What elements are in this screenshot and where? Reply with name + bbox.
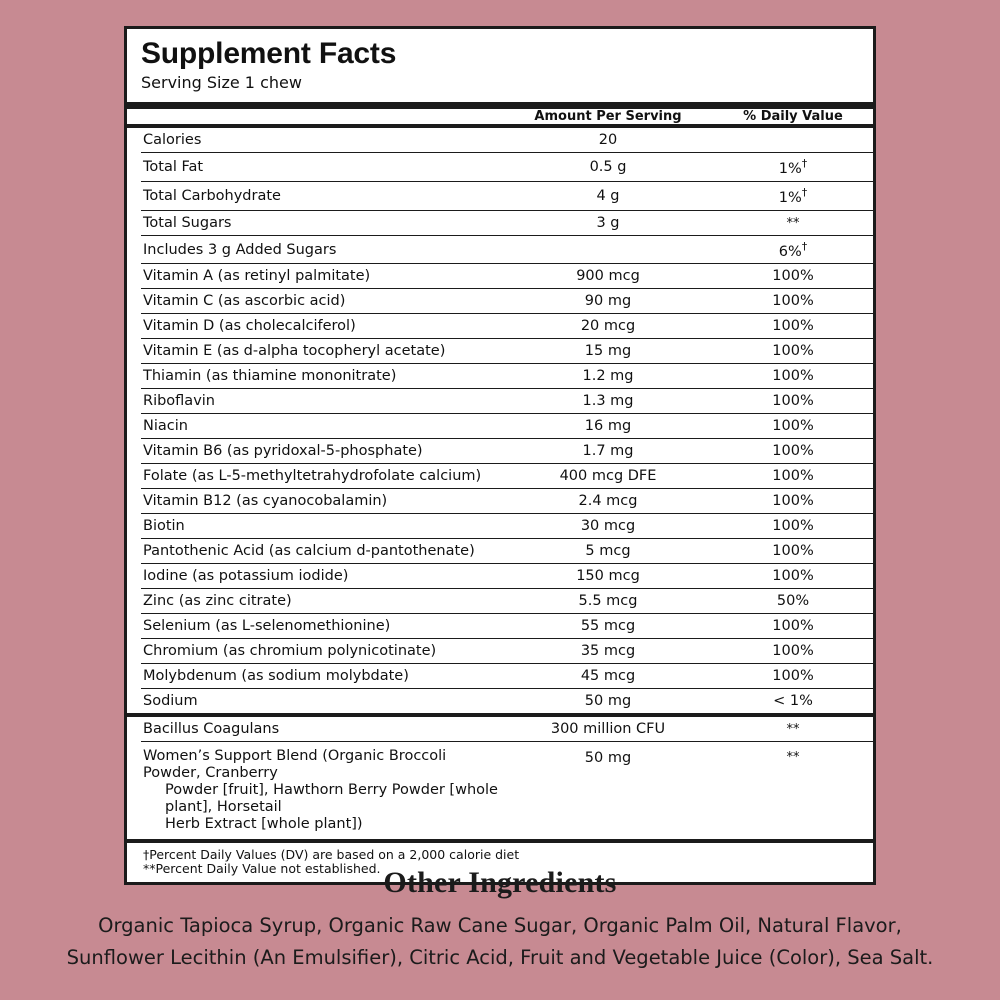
table-row: [127, 614, 873, 638]
table-header-row: [127, 109, 873, 124]
nutrient-name: Total Fat: [143, 158, 204, 175]
table-row: [127, 489, 873, 513]
table-row: [127, 364, 873, 388]
table-row: [127, 153, 873, 181]
nutrient-amount: 5 mcg: [585, 543, 631, 560]
nutrient-daily-value: [713, 236, 873, 264]
daily-value-text: 100%: [772, 393, 814, 410]
daily-value-text: 100%: [772, 368, 814, 385]
daily-value-text: 100%: [772, 618, 814, 635]
nutrient-daily-value: [713, 614, 873, 638]
nutrient-daily-value: [713, 464, 873, 488]
nutrient-name: Iodine (as potassium iodide): [143, 568, 349, 585]
nutrient-name: Thiamin (as thiamine mononitrate): [143, 368, 397, 385]
daily-value-text: 1%: [778, 189, 802, 206]
daily-value-footnote-mark: †: [801, 157, 808, 170]
nutrient-name: Calories: [143, 132, 202, 148]
blend-table-body: [127, 717, 873, 839]
nutrient-daily-value: [713, 514, 873, 538]
blend-line-2: Powder [fruit], Hawthorn Berry Powder [whole plant], Horsetail: [165, 782, 498, 816]
nutrient-name: Sodium: [143, 693, 198, 710]
nutrient-daily-value: [713, 264, 873, 288]
nutrient-name: Chromium (as chromium polynicotinate): [143, 643, 437, 660]
footnote-not-established: **Percent Daily Value not established.: [143, 861, 381, 877]
nutrient-amount: 2.4 mcg: [578, 493, 638, 510]
other-ingredients-line-1: Organic Tapioca Syrup, Organic Raw Cane Sugar, Organic Palm Oil, Natural Flavor,: [98, 914, 902, 937]
blend-amount: 300 million CFU: [550, 721, 666, 738]
nutrient-daily-value: [713, 128, 873, 152]
nutrient-name: Niacin: [143, 418, 188, 435]
daily-value-text: 100%: [772, 418, 814, 435]
nutrient-amount: 900 mcg: [576, 268, 640, 285]
nutrient-name: Molybdenum (as sodium molybdate): [143, 668, 409, 685]
nutrient-name: Includes 3 g Added Sugars: [143, 241, 337, 258]
blend-table: [127, 717, 873, 839]
nutrient-daily-value: [713, 564, 873, 588]
header-nutrient: [127, 109, 503, 124]
nutrient-name: Pantothenic Acid (as calcium d-pantothenate): [143, 543, 475, 560]
table-row: [127, 639, 873, 663]
daily-value-text: 100%: [772, 293, 814, 310]
nutrient-amount: 3 g: [596, 214, 620, 231]
daily-value-text: 6%: [778, 243, 802, 260]
table-row: [127, 389, 873, 413]
nutrient-amount: 50 mg: [584, 693, 632, 710]
header-daily-value: % Daily Value: [743, 109, 843, 124]
daily-value-text: 50%: [776, 593, 810, 610]
footnote-daily-values: †Percent Daily Values (DV) are based on a 2,000 calorie diet: [143, 847, 520, 863]
daily-value-text: 100%: [772, 318, 814, 335]
nutrient-amount: 1.3 mg: [582, 393, 634, 410]
daily-value-footnote-mark: †: [801, 185, 808, 199]
page-title: Supplement Facts: [141, 37, 397, 70]
nutrition-table: [127, 109, 873, 124]
nutrient-amount: 90 mg: [584, 293, 632, 310]
daily-value-text: 1%: [778, 160, 802, 177]
table-row: [127, 414, 873, 438]
nutrient-daily-value: [713, 539, 873, 563]
table-row: [127, 564, 873, 588]
nutrient-amount: 30 mcg: [580, 518, 636, 535]
table-row: [127, 211, 873, 235]
blend-line-1: Women’s Support Blend (Organic Broccoli Powder, Cranberry: [143, 748, 447, 782]
nutrient-amount: 400 mcg DFE: [559, 468, 657, 485]
table-row: [127, 128, 873, 152]
nutrient-amount: 20: [598, 132, 618, 148]
nutrient-amount: 150 mcg: [576, 568, 640, 585]
nutrient-amount: 20 mcg: [580, 318, 636, 335]
panel-header: [127, 29, 873, 98]
nutrient-amount: [503, 236, 713, 264]
nutrient-daily-value: [713, 314, 873, 338]
other-ingredients-title: Other Ingredients: [383, 866, 617, 899]
daily-value-text: 100%: [772, 493, 814, 510]
table-row: [127, 439, 873, 463]
table-row: [127, 339, 873, 363]
nutrient-name: Total Sugars: [143, 214, 232, 231]
daily-value-text: 100%: [772, 668, 814, 685]
nutrient-amount: 0.5 g: [589, 158, 627, 175]
nutrient-amount: 4 g: [596, 187, 620, 204]
blend-line-3: Herb Extract [whole plant]): [165, 816, 363, 833]
daily-value-text: < 1%: [773, 693, 813, 710]
daily-value-text: 100%: [772, 268, 814, 285]
nutrient-amount: 45 mcg: [580, 668, 636, 685]
nutrient-daily-value: [713, 414, 873, 438]
nutrient-amount: 1.7 mg: [582, 443, 634, 460]
daily-value-text: 100%: [772, 443, 814, 460]
nutrient-daily-value: [713, 182, 873, 210]
nutrient-amount: 35 mcg: [580, 643, 636, 660]
nutrition-table-body: [127, 109, 873, 124]
table-row: [127, 289, 873, 313]
nutrient-amount: 1.2 mg: [582, 368, 634, 385]
table-row: [127, 514, 873, 538]
divider-thick-top: [127, 102, 873, 109]
nutrient-daily-value: [713, 589, 873, 613]
table-row: [127, 717, 873, 741]
daily-value-footnote-mark: †: [801, 239, 808, 253]
supplement-facts-panel: [124, 26, 876, 885]
womens-support-blend-name: [127, 742, 503, 839]
nutrient-daily-value: [713, 211, 873, 235]
daily-value-text: 100%: [772, 518, 814, 535]
nutrient-name: Vitamin B6 (as pyridoxal-5-phosphate): [143, 443, 423, 460]
other-ingredients-line-2: Sunflower Lecithin (An Emulsifier), Citric Acid, Fruit and Vegetable Juice (Color), Sea Salt.: [66, 946, 934, 969]
table-row: [127, 464, 873, 488]
blend-name: Bacillus Coagulans: [143, 721, 280, 738]
nutrient-name: Vitamin D (as cholecalciferol): [143, 318, 356, 335]
nutrient-daily-value: [713, 339, 873, 363]
table-row: [127, 182, 873, 210]
nutrient-amount: 16 mg: [584, 418, 632, 435]
blend-dv: **: [786, 721, 800, 737]
daily-value-text: 100%: [772, 568, 814, 585]
nutrient-daily-value: [713, 364, 873, 388]
womens-support-blend-amount: 50 mg: [584, 750, 632, 767]
nutrient-name: Selenium (as L-selenomethionine): [143, 618, 391, 635]
table-row: [127, 589, 873, 613]
nutrient-name: Vitamin A (as retinyl palmitate): [143, 268, 371, 285]
nutrient-amount: 55 mcg: [580, 618, 636, 635]
nutrient-name: Vitamin C (as ascorbic acid): [143, 293, 346, 310]
table-row: [127, 236, 873, 264]
nutrient-name: Riboflavin: [143, 393, 215, 410]
nutrient-daily-value: [713, 639, 873, 663]
daily-value-text: 100%: [772, 543, 814, 560]
other-ingredients-body: [0, 910, 1000, 974]
daily-value-text: 100%: [772, 343, 814, 360]
nutrient-name: Vitamin E (as d-alpha tocopheryl acetate): [143, 343, 446, 360]
daily-value-footnote-mark: **: [786, 215, 800, 231]
table-row: [127, 742, 873, 839]
table-row: [127, 664, 873, 688]
nutrient-name: Vitamin B12 (as cyanocobalamin): [143, 493, 388, 510]
nutrient-daily-value: [713, 389, 873, 413]
serving-size: Serving Size 1 chew: [141, 73, 302, 92]
daily-value-text: 100%: [772, 643, 814, 660]
nutrient-name: Zinc (as zinc citrate): [143, 593, 292, 610]
nutrient-name: Total Carbohydrate: [143, 187, 281, 204]
nutrient-daily-value: [713, 689, 873, 713]
nutrient-daily-value: [713, 439, 873, 463]
nutrient-name: Biotin: [143, 518, 185, 535]
nutrient-daily-value: [713, 664, 873, 688]
nutrition-rows-body: [127, 128, 873, 713]
nutrient-daily-value: [713, 153, 873, 181]
nutrient-amount: 5.5 mcg: [578, 593, 638, 610]
header-amount-per-serving: Amount Per Serving: [534, 109, 682, 124]
table-row: [127, 689, 873, 713]
nutrient-amount: 15 mg: [584, 343, 632, 360]
daily-value-text: 100%: [772, 468, 814, 485]
nutrition-rows-table: [127, 128, 873, 713]
womens-support-blend-dv: **: [786, 750, 800, 766]
table-row: [127, 314, 873, 338]
nutrient-name: Folate (as L-5-methyltetrahydrofolate calcium): [143, 468, 482, 485]
nutrient-daily-value: [713, 489, 873, 513]
table-row: [127, 264, 873, 288]
table-row: [127, 539, 873, 563]
nutrient-daily-value: [713, 289, 873, 313]
